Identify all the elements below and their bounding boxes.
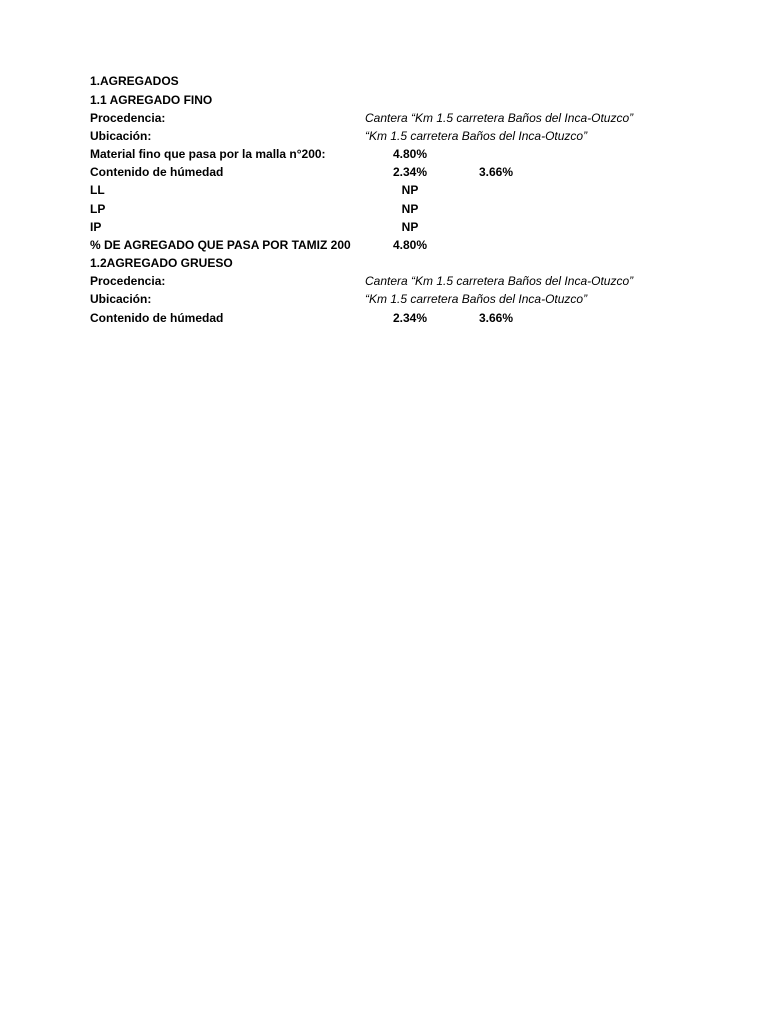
fine-material-row bbox=[90, 145, 710, 163]
fine-tamiz-row bbox=[90, 236, 710, 254]
fine-ll-row bbox=[90, 181, 710, 199]
section-title: 1.AGREGADOS bbox=[90, 74, 179, 88]
fine-ip-row bbox=[90, 218, 710, 236]
fine-ll-value: NP bbox=[401, 183, 419, 197]
section-title-row bbox=[90, 72, 710, 90]
fine-humedad-value-2: 3.66% bbox=[478, 165, 514, 179]
fine-lp-row bbox=[90, 200, 710, 218]
fine-humedad-value-1: 2.34% bbox=[392, 165, 428, 179]
fine-ip-label: IP bbox=[90, 220, 102, 234]
coarse-humedad-label: Contenido de húmedad bbox=[90, 311, 224, 325]
coarse-procedencia-row bbox=[90, 272, 710, 290]
fine-lp-label: LP bbox=[90, 202, 106, 216]
fine-heading-row bbox=[90, 91, 710, 109]
coarse-ubicacion-label: Ubicación: bbox=[90, 292, 152, 306]
fine-procedencia-label: Procedencia: bbox=[90, 111, 166, 125]
fine-material-value: 4.80% bbox=[392, 147, 428, 161]
fine-ubicacion-value: “Km 1.5 carretera Baños del Inca-Otuzco” bbox=[365, 129, 588, 143]
coarse-humedad-value-2: 3.66% bbox=[478, 311, 514, 325]
coarse-heading-row bbox=[90, 254, 710, 272]
fine-humedad-row bbox=[90, 163, 710, 181]
coarse-humedad-row bbox=[90, 309, 710, 327]
fine-procedencia-row bbox=[90, 109, 710, 127]
coarse-procedencia-value: Cantera “Km 1.5 carretera Baños del Inca-Otuzco” bbox=[365, 274, 634, 288]
fine-procedencia-value: Cantera “Km 1.5 carretera Baños del Inca-Otuzco” bbox=[365, 111, 634, 125]
fine-lp-value: NP bbox=[401, 202, 419, 216]
coarse-humedad-value-1: 2.34% bbox=[392, 311, 428, 325]
fine-ll-label: LL bbox=[90, 183, 105, 197]
coarse-aggregate-heading: 1.2AGREGADO GRUESO bbox=[90, 256, 233, 270]
fine-tamiz-label: % DE AGREGADO QUE PASA POR TAMIZ 200 bbox=[90, 238, 351, 252]
fine-aggregate-heading: 1.1 AGREGADO FINO bbox=[90, 93, 213, 107]
fine-ubicacion-row bbox=[90, 127, 710, 145]
fine-material-label: Material fino que pasa por la malla n°200: bbox=[90, 147, 326, 161]
fine-ubicacion-label: Ubicación: bbox=[90, 129, 152, 143]
coarse-ubicacion-row bbox=[90, 290, 710, 308]
coarse-ubicacion-value: “Km 1.5 carretera Baños del Inca-Otuzco” bbox=[365, 292, 588, 306]
fine-ip-value: NP bbox=[401, 220, 419, 234]
fine-tamiz-value: 4.80% bbox=[392, 238, 428, 252]
coarse-procedencia-label: Procedencia: bbox=[90, 274, 166, 288]
fine-humedad-label: Contenido de húmedad bbox=[90, 165, 224, 179]
